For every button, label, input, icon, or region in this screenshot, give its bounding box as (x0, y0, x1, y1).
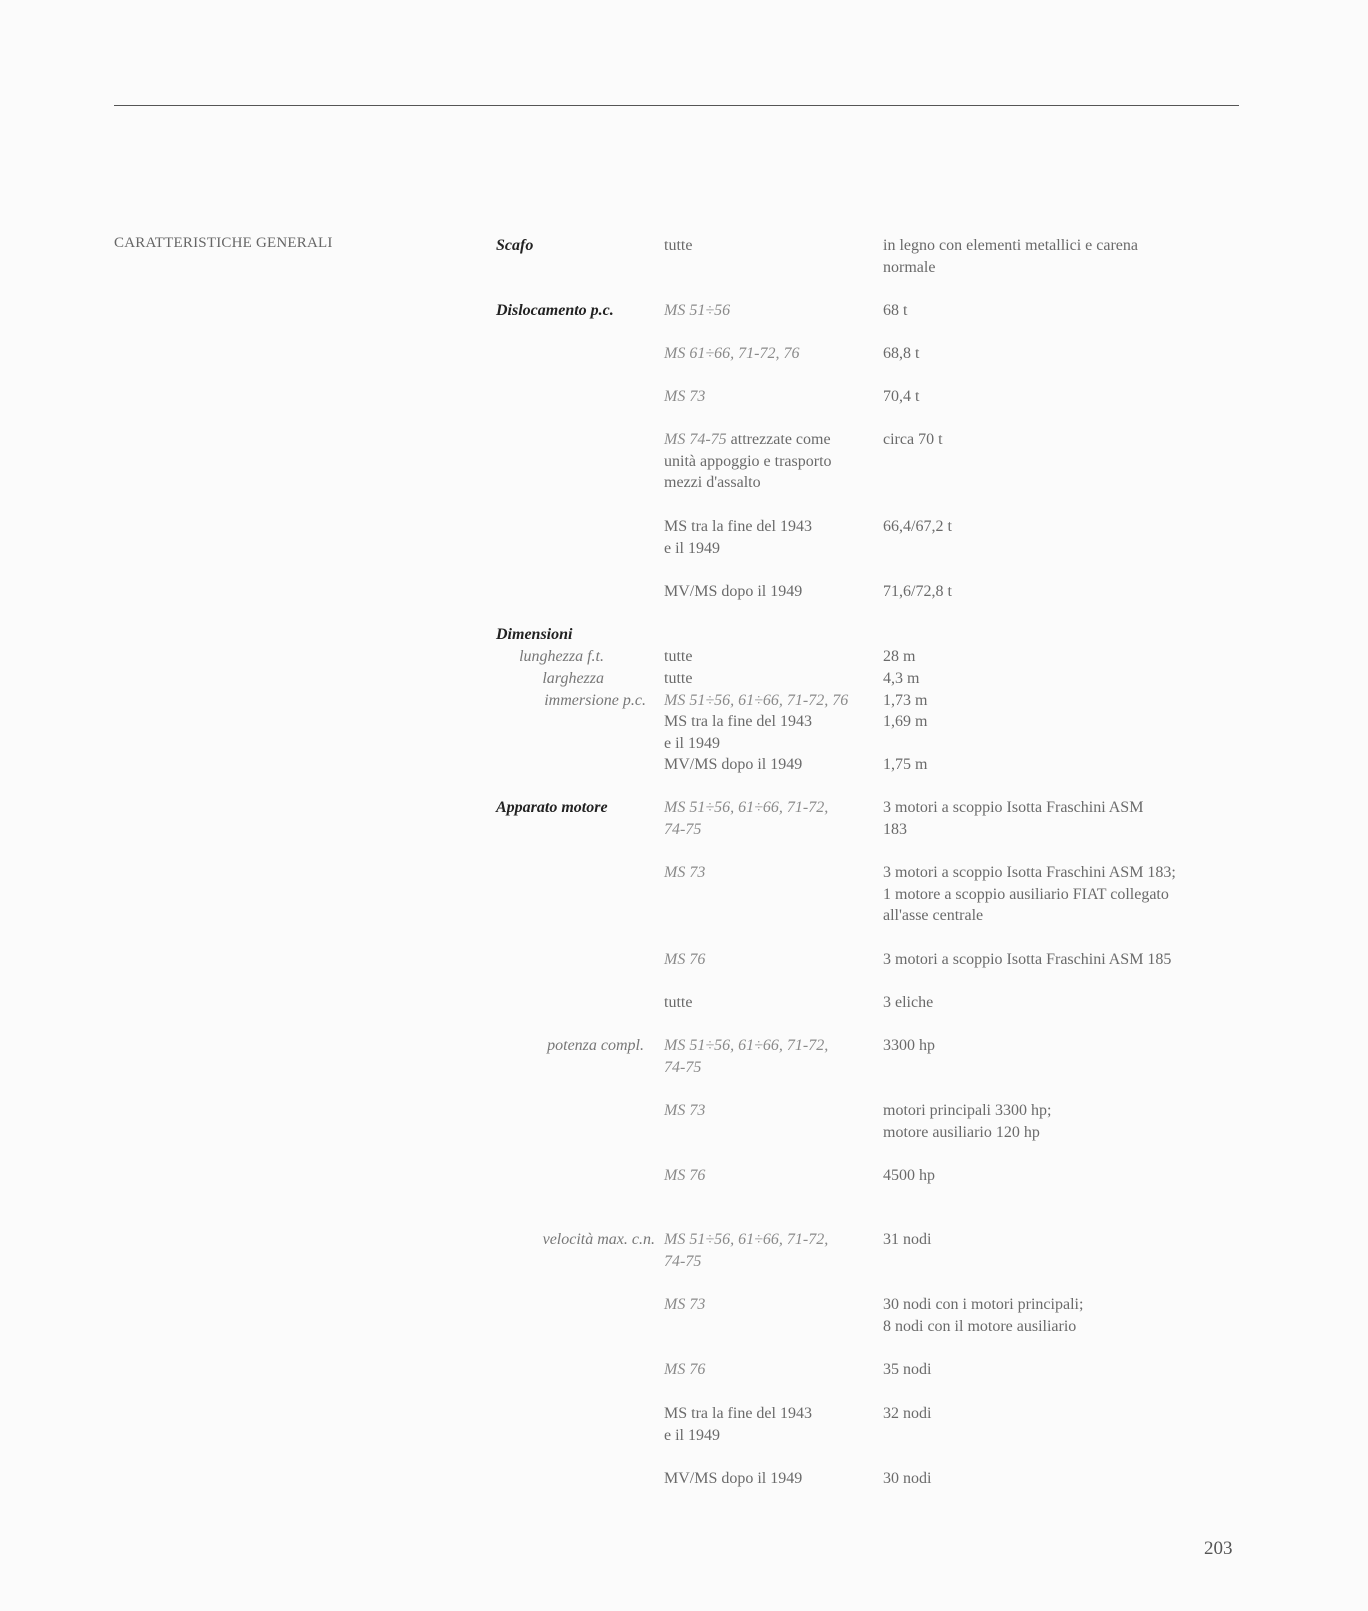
motore-value: 3 motori a scoppio Isotta Fraschini ASM 183 (883, 799, 1144, 838)
potenza-value: motori principali 3300 hp; motore ausiliario 120 hp (883, 1102, 1052, 1141)
potenza-unit: MS 51÷56, 61÷66, 71-72, 74-75 (664, 1037, 829, 1076)
velocita-value: 35 nodi (883, 1361, 932, 1378)
header-rule (114, 105, 1239, 106)
dislocamento-unit: MS 51÷56 (664, 302, 731, 319)
label-velocita: velocità max. c.n. (542, 1231, 655, 1248)
velocita-unit: MS 51÷56, 61÷66, 71-72, 74-75 (664, 1231, 829, 1270)
velocita-value: 30 nodi (883, 1470, 932, 1487)
immersione-unit: MV/MS dopo il 1949 (664, 756, 803, 773)
larghezza-value: 4,3 m (883, 670, 920, 687)
immersione-unit: MS 51÷56, 61÷66, 71-72, 76 (664, 692, 849, 709)
dislocamento-value: circa 70 t (883, 431, 943, 448)
scafo-unit: tutte (664, 237, 693, 254)
immersione-value: 1,73 m (883, 692, 928, 709)
dislocamento-unit: MS tra la fine del 1943 e il 1949 (664, 518, 812, 557)
dislocamento-unit: MS 61÷66, 71-72, 76 (664, 345, 800, 362)
dislocamento-value: 66,4/67,2 t (883, 518, 952, 535)
dislocamento-value: 71,6/72,8 t (883, 583, 952, 600)
dislocamento-unit: MS 73 (664, 388, 706, 405)
velocita-unit: MV/MS dopo il 1949 (664, 1470, 803, 1487)
immersione-value: 1,75 m (883, 756, 928, 773)
label-larghezza: larghezza (542, 670, 604, 687)
heading-scafo: Scafo (496, 237, 534, 254)
label-lunghezza: lunghezza f.t. (519, 648, 604, 665)
immersione-value: 1,69 m (883, 713, 928, 730)
motore-unit: MS 51÷56, 61÷66, 71-72, 74-75 (664, 799, 829, 838)
motore-unit: MS 76 (664, 951, 706, 968)
potenza-value: 4500 hp (883, 1167, 935, 1184)
immersione-unit: MS tra la fine del 1943 e il 1949 (664, 713, 812, 752)
potenza-value: 3300 hp (883, 1037, 935, 1054)
motore-unit: tutte (664, 994, 693, 1011)
motore-value: 3 motori a scoppio Isotta Fraschini ASM 183; 1 motore a scoppio ausiliario FIAT collegato all'asse centrale (883, 864, 1176, 924)
unit-rest: attrezzate come unità appoggio e trasporto mezzi d'assalto (664, 431, 832, 491)
velocita-unit: MS 76 (664, 1361, 706, 1378)
potenza-unit: MS 73 (664, 1102, 706, 1119)
label-immersione: immersione p.c. (544, 692, 646, 709)
motore-unit: MS 73 (664, 864, 706, 881)
page-number: 203 (1204, 1538, 1233, 1559)
velocita-unit: MS 73 (664, 1296, 706, 1313)
velocita-value: 31 nodi (883, 1231, 932, 1248)
unit-italic: MS 74-75 (664, 431, 727, 448)
heading-dislocamento: Dislocamento p.c. (496, 302, 614, 319)
velocita-value: 32 nodi (883, 1405, 932, 1422)
heading-dimensioni: Dimensioni (496, 626, 573, 643)
velocita-unit: MS tra la fine del 1943 e il 1949 (664, 1405, 812, 1444)
dislocamento-value: 68 t (883, 302, 908, 319)
velocita-value: 30 nodi con i motori principali; 8 nodi con il motore ausiliario (883, 1296, 1084, 1335)
heading-apparato-motore: Apparato motore (496, 799, 608, 816)
lunghezza-value: 28 m (883, 648, 916, 665)
motore-value: 3 motori a scoppio Isotta Fraschini ASM 185 (883, 951, 1172, 968)
dislocamento-unit (664, 429, 886, 494)
dislocamento-value: 70,4 t (883, 388, 920, 405)
label-potenza: potenza compl. (547, 1037, 644, 1054)
larghezza-unit: tutte (664, 670, 693, 687)
lunghezza-unit: tutte (664, 648, 693, 665)
motore-value: 3 eliche (883, 994, 934, 1011)
dislocamento-value: 68,8 t (883, 345, 920, 362)
dislocamento-unit: MV/MS dopo il 1949 (664, 583, 803, 600)
scafo-value: in legno con elementi metallici e carena normale (883, 237, 1138, 276)
section-title: CARATTERISTICHE GENERALI (114, 235, 333, 251)
potenza-unit: MS 76 (664, 1167, 706, 1184)
